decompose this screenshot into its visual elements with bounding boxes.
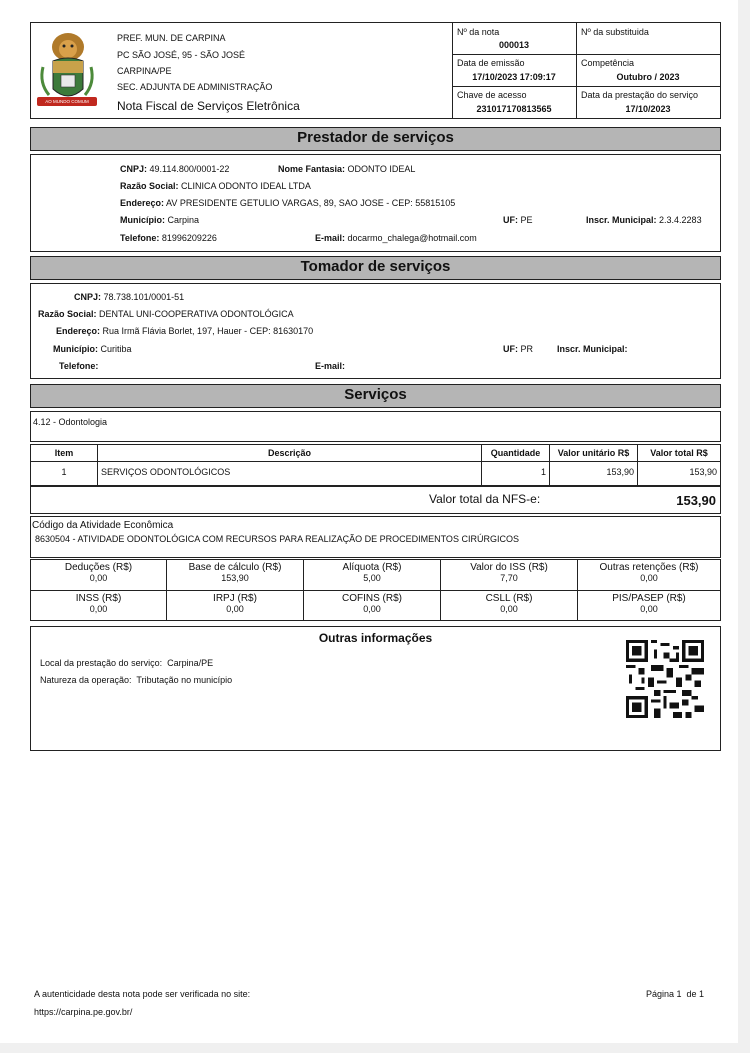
org-line-4: SEC. ADJUNTA DE ADMINISTRAÇÃO bbox=[117, 82, 273, 92]
page-number: Página 1 de 1 bbox=[646, 989, 705, 999]
prestador-section-title: Prestador de serviços bbox=[30, 127, 721, 151]
org-line-3: CARPINA/PE bbox=[117, 66, 172, 76]
servico-codigo-box bbox=[30, 411, 721, 442]
tomador-cnpj: CNPJ: 78.738.101/0001-51 bbox=[74, 292, 185, 302]
prestador-email: E-mail: docarmo_chalega@hotmail.com bbox=[315, 233, 477, 243]
verification-url-link[interactable]: https://carpina.pe.gov.br/ bbox=[34, 1007, 133, 1017]
nota-number-label: Nº da nota bbox=[457, 27, 500, 37]
tomador-inscr-municipal: Inscr. Municipal: bbox=[557, 344, 628, 354]
chave-label: Chave de acesso bbox=[457, 90, 527, 100]
atividade-value: 8630504 - ATIVIDADE ODONTOLÓGICA COM RECURSOS PARA REALIZAÇÃO DE PROCEDIMENTOS CIRÚRGICOS bbox=[35, 534, 519, 544]
prestacao-value: 17/10/2023 bbox=[625, 104, 671, 114]
irpj-cell: IRPJ (R$) 0,00 bbox=[213, 593, 257, 614]
aliquota-cell: Alíquota (R$) 5,00 bbox=[342, 562, 402, 583]
pis-pasep-cell: PIS/PASEP (R$) 0,00 bbox=[612, 593, 686, 614]
natureza-operacao: Natureza da operação: Tributação no município bbox=[40, 675, 233, 685]
row-descricao: SERVIÇOS ODONTOLÓGICOS bbox=[98, 462, 482, 485]
document-title: Nota Fiscal de Serviços Eletrônica bbox=[117, 99, 300, 113]
atividade-box bbox=[30, 516, 721, 558]
inss-cell: INSS (R$) 0,00 bbox=[75, 593, 122, 614]
tomador-section-title: Tomador de serviços bbox=[30, 256, 721, 280]
chave-value: 231017170813565 bbox=[476, 104, 552, 114]
org-line-2: PC SÃO JOSÉ, 95 - SÃO JOSÉ bbox=[117, 50, 246, 60]
col-header-descricao: Descrição bbox=[98, 445, 482, 461]
tributos-grid bbox=[30, 559, 721, 621]
tomador-uf: UF: PR bbox=[503, 344, 534, 354]
prestacao-label: Data da prestação do serviço bbox=[581, 90, 699, 100]
col-header-quantidade: Quantidade bbox=[482, 445, 550, 461]
cofins-cell: COFINS (R$) 0,00 bbox=[342, 593, 402, 614]
prestador-box bbox=[30, 154, 721, 252]
row-unitario: 153,90 bbox=[550, 462, 638, 485]
logo-banner-text: AO MUNDO COMUM bbox=[45, 99, 89, 104]
csll-cell: CSLL (R$) 0,00 bbox=[485, 593, 533, 614]
servico-codigo: 4.12 - Odontologia bbox=[33, 417, 108, 427]
local-prestacao: Local da prestação do serviço: Carpina/PE bbox=[40, 658, 214, 668]
competencia-label: Competência bbox=[581, 58, 635, 68]
tomador-municipio: Município: Curitiba bbox=[53, 344, 132, 354]
row-item: 1 bbox=[31, 462, 98, 485]
tomador-endereco: Endereço: Rua Irmã Flávia Borlet, 197, Hauer - CEP: 81630170 bbox=[56, 326, 314, 336]
outras-info-box bbox=[30, 626, 721, 751]
prestador-endereco: Endereço: AV PRESIDENTE GETULIO VARGAS, 89, SAO JOSE - CEP: 55815105 bbox=[120, 198, 456, 208]
emissao-value: 17/10/2023 17:09:17 bbox=[472, 72, 556, 82]
header-box bbox=[30, 22, 721, 119]
nota-number-value: 000013 bbox=[498, 40, 530, 50]
valor-iss-cell: Valor do ISS (R$) 7,70 bbox=[470, 562, 548, 583]
prestador-telefone: Telefone: 81996209226 bbox=[120, 233, 217, 243]
row-quantidade: 1 bbox=[482, 462, 550, 485]
total-value: 153,90 bbox=[676, 493, 716, 508]
prestador-inscr-municipal: Inscr. Municipal: 2.3.4.2283 bbox=[586, 215, 702, 225]
prestador-razao: Razão Social: CLINICA ODONTO IDEAL LTDA bbox=[120, 181, 311, 191]
total-box bbox=[30, 486, 721, 514]
tomador-email: E-mail: bbox=[315, 361, 346, 371]
prestador-uf: UF: PE bbox=[503, 215, 533, 225]
col-header-total: Valor total R$ bbox=[650, 448, 708, 458]
servicos-table bbox=[30, 444, 721, 486]
tomador-telefone: Telefone: bbox=[59, 361, 99, 371]
prestador-fantasia: Nome Fantasia: ODONTO IDEAL bbox=[278, 164, 416, 174]
municipal-coat-of-arms-logo bbox=[35, 27, 99, 113]
servicos-section-title: Serviços bbox=[30, 384, 721, 408]
prestador-cnpj: CNPJ: 49.114.800/0001-22 bbox=[120, 164, 230, 174]
competencia-value: Outubro / 2023 bbox=[616, 72, 680, 82]
substituida-label: Nº da substituida bbox=[581, 27, 649, 37]
prestador-municipio: Município: Carpina bbox=[120, 215, 200, 225]
emissao-label: Data de emissão bbox=[457, 58, 525, 68]
total-label: Valor total da NFS-e: bbox=[429, 492, 541, 506]
col-header-unitario: Valor unitário R$ bbox=[550, 445, 638, 461]
tomador-box bbox=[30, 283, 721, 379]
base-calculo-cell: Base de cálculo (R$) 153,90 bbox=[188, 562, 282, 583]
deducoes-cell: Deduções (R$) 0,00 bbox=[64, 562, 133, 583]
qr-code bbox=[626, 640, 704, 718]
org-line-1: PREF. MUN. DE CARPINA bbox=[117, 33, 226, 43]
outras-info-title: Outras informações bbox=[318, 631, 433, 645]
autenticidade-text: A autenticidade desta nota pode ser verificada no site: bbox=[34, 989, 251, 999]
col-header-item: Item bbox=[31, 445, 98, 461]
outras-retencoes-cell: Outras retenções (R$) 0,00 bbox=[599, 562, 699, 583]
row-total: 153,90 bbox=[689, 467, 717, 477]
tomador-razao: Razão Social: DENTAL UNI-COOPERATIVA ODONTOLÓGICA bbox=[38, 309, 294, 319]
atividade-label: Código da Atividade Econômica bbox=[32, 520, 174, 531]
